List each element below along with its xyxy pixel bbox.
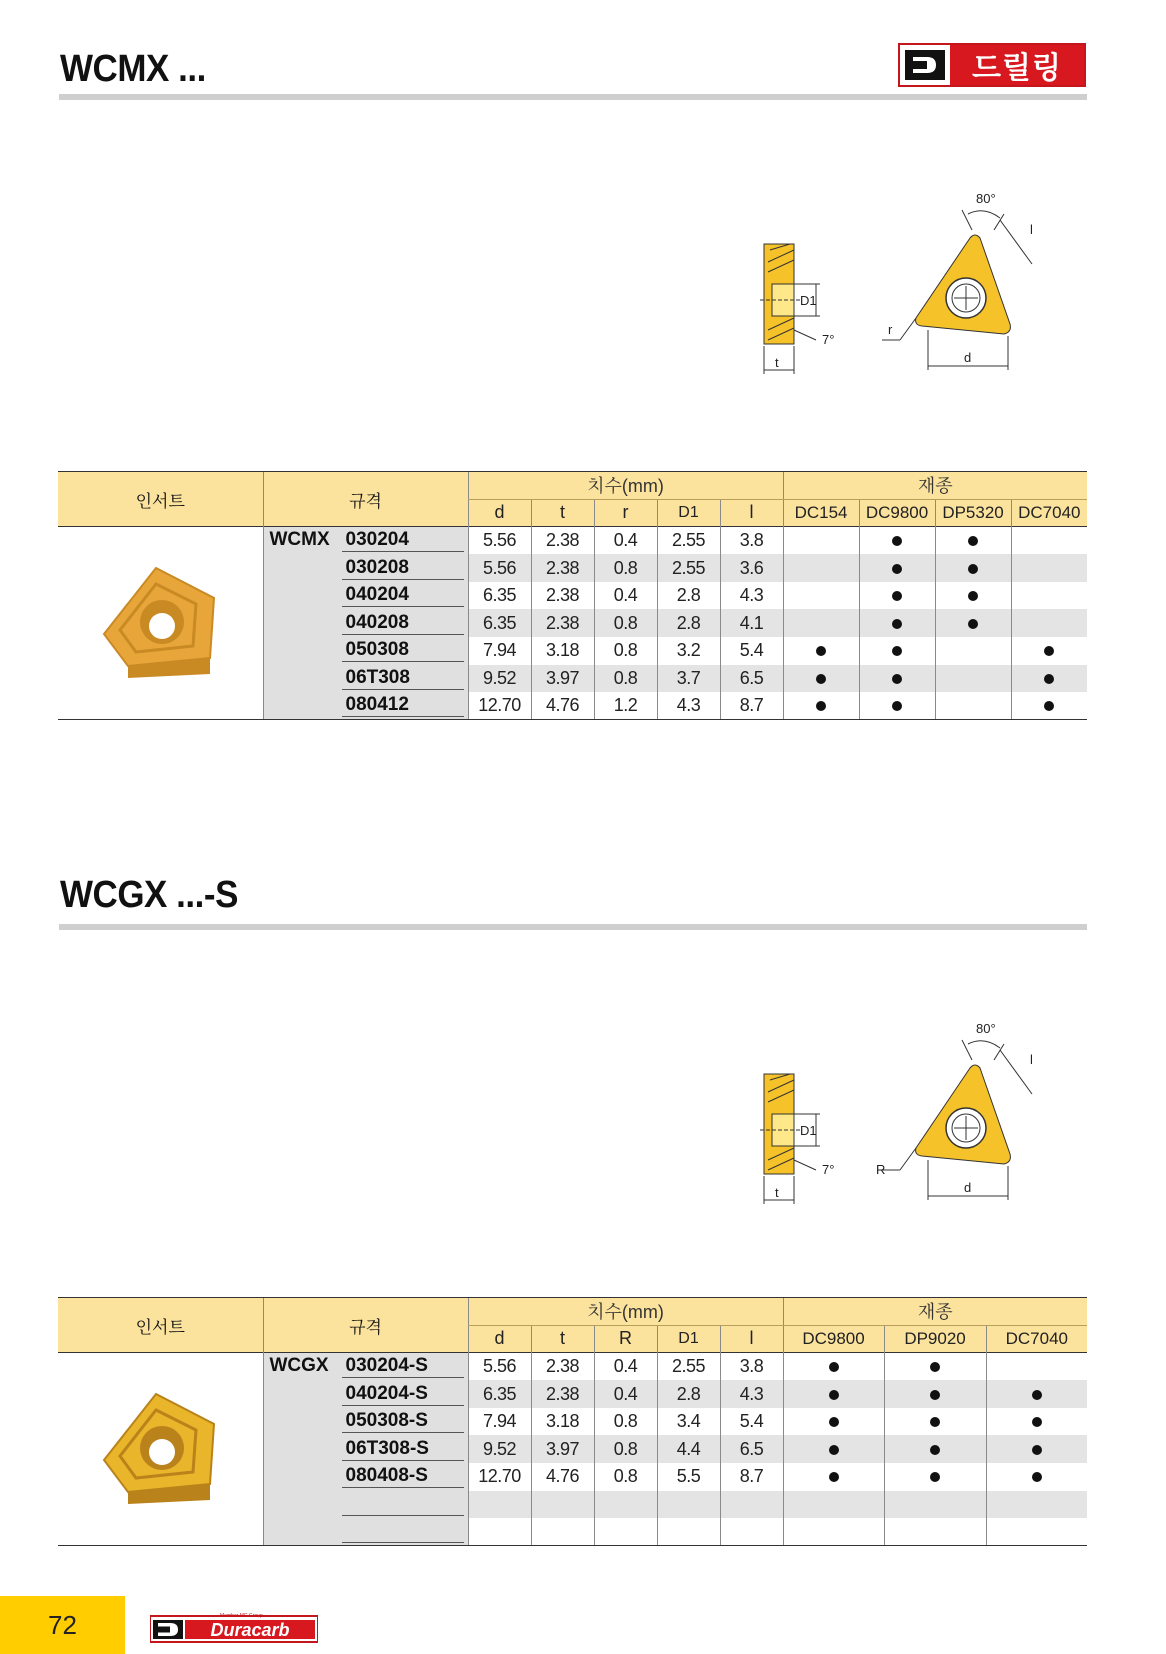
logo-text: Duracarb (210, 1620, 290, 1640)
dimension-value: 6.35 (482, 585, 517, 606)
grade-availability (859, 609, 935, 637)
availability-dot-icon (930, 1445, 940, 1455)
d-label: d (964, 350, 972, 365)
section-title-wcgx: WCGX ...-S (60, 874, 238, 916)
product-code: 030204 (342, 529, 464, 552)
availability-dot-icon (968, 619, 978, 629)
grade-availability (783, 582, 859, 610)
dimension-value: 0.4 (594, 582, 657, 610)
section-title-wcmx: WCMX ... (60, 48, 206, 90)
wcgx-technical-drawing (760, 1022, 1060, 1222)
duracarb-logo (150, 1612, 318, 1644)
availability-dot-icon (892, 674, 902, 684)
dimension-value: 2.8 (657, 609, 720, 637)
dim-col-r: R (594, 1325, 657, 1353)
dimension-value: 0.8 (594, 1408, 657, 1436)
t-label: t (775, 1185, 779, 1200)
grade-availability (884, 1353, 986, 1381)
grade-availability (986, 1463, 1087, 1491)
availability-dot-icon (892, 536, 902, 546)
dimension-value: 3.2 (657, 637, 720, 665)
dim-col-r: r (594, 499, 657, 527)
spec-code-cell (263, 1491, 468, 1519)
dimension-value: 2.8 (657, 582, 720, 610)
grade-col: DC7040 (1011, 499, 1087, 527)
l-label: l (1030, 222, 1033, 237)
grade-availability (1011, 554, 1087, 582)
spec-code-cell (263, 1463, 468, 1491)
grade-col: DP5320 (935, 499, 1011, 527)
dimension-value: 5.4 (720, 637, 783, 665)
grade-availability (1011, 665, 1087, 693)
grade-availability (986, 1380, 1087, 1408)
availability-dot-icon (829, 1390, 839, 1400)
spec-header: 규격 (263, 1298, 468, 1353)
grade-availability (783, 527, 859, 555)
availability-dot-icon (816, 646, 826, 656)
insert-header: 인서트 (58, 472, 263, 527)
availability-dot-icon (1032, 1472, 1042, 1482)
availability-dot-icon (829, 1472, 839, 1482)
dimension-value: 6.5 (720, 1435, 783, 1463)
dimension-value: 6.35 (468, 1380, 531, 1408)
insert-photo-icon (98, 1388, 222, 1506)
dimension-value: 3.6 (720, 554, 783, 582)
dimension-value (531, 1491, 594, 1519)
dimension-value: 5.56 (468, 554, 531, 582)
spec-code-cell (263, 665, 468, 693)
dimension-value: 6.35 (468, 609, 531, 637)
grade-col: DC9800 (859, 499, 935, 527)
availability-dot-icon (1032, 1445, 1042, 1455)
dimension-value: 0.8 (594, 554, 657, 582)
insert-photo-icon (98, 562, 222, 680)
dimension-value (594, 1491, 657, 1519)
dimension-value: 0.4 (594, 1380, 657, 1408)
grade-availability (783, 692, 859, 720)
dimension-value: 3.8 (720, 1353, 783, 1381)
dimension-value: 2.38 (531, 1353, 594, 1381)
dimension-value: 5.4 (720, 1408, 783, 1436)
product-code: 080408-S (342, 1465, 464, 1488)
angle-label: 80° (976, 1022, 996, 1036)
t-label: t (775, 355, 779, 370)
spec-code-cell (263, 1408, 468, 1436)
grade-availability (783, 1408, 884, 1436)
grade-availability (935, 582, 1011, 610)
grade-availability (783, 554, 859, 582)
grade-availability (859, 665, 935, 693)
grade-availability (986, 1408, 1087, 1436)
dim-col-t: t (531, 499, 594, 527)
spec-code-cell (263, 1518, 468, 1546)
grade-availability (935, 554, 1011, 582)
dimension-value: 8.7 (720, 692, 783, 720)
grade-header: 재종 (783, 472, 1087, 500)
logo-subtext: Member MC Group (220, 1613, 263, 1619)
radius-label: r (888, 322, 893, 337)
brand-label: 드릴링 (950, 45, 1084, 85)
product-code: 030204-S (342, 1355, 464, 1378)
dimension-value: 6.5 (720, 665, 783, 693)
availability-dot-icon (816, 701, 826, 711)
dimension-value: 0.8 (594, 609, 657, 637)
dimension-value: 0.4 (594, 527, 657, 555)
product-code: 040208 (342, 612, 464, 635)
availability-dot-icon (829, 1445, 839, 1455)
dimension-value: 9.52 (468, 665, 531, 693)
insert-image-cell (58, 1353, 263, 1546)
dim-col-d1: D1 (657, 499, 720, 527)
availability-dot-icon (968, 564, 978, 574)
grade-availability (884, 1463, 986, 1491)
wcmx-table-body (58, 527, 1087, 720)
dimension-header: 치수(mm) (468, 1298, 783, 1326)
grade-availability (935, 665, 1011, 693)
grade-col: DC7040 (986, 1325, 1087, 1353)
dimension-value (468, 1491, 531, 1519)
dimension-value: 12.70 (478, 1466, 521, 1487)
grade-col: DC9800 (783, 1325, 884, 1353)
availability-dot-icon (892, 564, 902, 574)
dimension-value: 3.18 (531, 1408, 594, 1436)
dimension-value: 2.55 (657, 554, 720, 582)
dimension-value (657, 1518, 720, 1546)
dimension-value: 2.38 (531, 527, 594, 555)
dimension-value: 0.4 (594, 1353, 657, 1381)
series-label: WCGX (269, 1355, 329, 1377)
d1-label: D1 (800, 1123, 817, 1138)
availability-dot-icon (892, 701, 902, 711)
availability-dot-icon (930, 1390, 940, 1400)
grade-availability (884, 1518, 986, 1546)
wcmx-spec-table (58, 471, 1087, 720)
availability-dot-icon (816, 674, 826, 684)
dimension-value (468, 1518, 531, 1546)
dimension-value: 7.94 (482, 640, 517, 661)
dim-col-d1: D1 (657, 1325, 720, 1353)
availability-dot-icon (1032, 1390, 1042, 1400)
spec-code-cell (263, 1380, 468, 1408)
radius-label: R (876, 1162, 886, 1177)
grade-availability (859, 637, 935, 665)
grade-availability (986, 1491, 1087, 1519)
dimension-value: 2.55 (657, 1353, 720, 1381)
grade-availability (935, 692, 1011, 720)
d-label: d (964, 1180, 972, 1195)
grade-availability (859, 554, 935, 582)
dim-col-l: l (720, 1325, 783, 1353)
table-row (58, 527, 1087, 555)
dimension-value: 0.8 (594, 637, 657, 665)
dimension-value: 2.8 (657, 1380, 720, 1408)
dim-col-t: t (531, 1325, 594, 1353)
availability-dot-icon (829, 1362, 839, 1372)
dimension-value: 2.38 (531, 554, 594, 582)
availability-dot-icon (968, 591, 978, 601)
dimension-value (531, 1518, 594, 1546)
grade-availability (986, 1435, 1087, 1463)
insert-image-cell (58, 527, 263, 720)
grade-availability (884, 1380, 986, 1408)
grade-availability (884, 1435, 986, 1463)
dimension-value: 12.70 (468, 692, 531, 720)
spec-code-cell (263, 692, 468, 720)
grade-availability (935, 637, 1011, 665)
title-rule (59, 924, 1087, 930)
grade-availability (1011, 609, 1087, 637)
availability-dot-icon (968, 536, 978, 546)
spec-code-cell (263, 1435, 468, 1463)
availability-dot-icon (1044, 646, 1054, 656)
spec-code-cell (263, 1353, 468, 1381)
grade-availability (935, 527, 1011, 555)
brand-d-icon (900, 45, 950, 85)
dimension-value: 8.7 (720, 1463, 783, 1491)
availability-dot-icon (892, 619, 902, 629)
spec-header: 규격 (263, 472, 468, 527)
dimension-value: 9.52 (468, 1435, 531, 1463)
dimension-value: 2.55 (657, 527, 720, 555)
product-code (342, 1493, 464, 1516)
brand-logo (898, 43, 1086, 87)
dimension-value: 7.94 (482, 1411, 517, 1432)
dimension-value: 5.56 (468, 1353, 531, 1381)
angle2-label: 7° (822, 332, 835, 347)
dimension-value (720, 1518, 783, 1546)
d1-label: D1 (800, 293, 817, 308)
dimension-value: 2.38 (531, 582, 594, 610)
spec-code-cell (263, 554, 468, 582)
dimension-value: 4.4 (657, 1435, 720, 1463)
grade-availability (783, 1353, 884, 1381)
product-code: 06T308 (342, 667, 464, 690)
dimension-value (594, 1518, 657, 1546)
dimension-value: 5.56 (468, 527, 531, 555)
dimension-value: 3.4 (657, 1408, 720, 1436)
grade-availability (859, 582, 935, 610)
dimension-value: 4.76 (531, 1463, 594, 1491)
dimension-value: 3.97 (531, 665, 594, 693)
grade-availability (859, 527, 935, 555)
grade-availability (986, 1518, 1087, 1546)
grade-availability (783, 1435, 884, 1463)
product-code: 050308 (342, 639, 464, 662)
dim-col-d: d (468, 1325, 531, 1353)
dimension-header: 치수(mm) (468, 472, 783, 500)
grade-availability (783, 1518, 884, 1546)
dimension-value (657, 1491, 720, 1519)
l-label: l (1030, 1052, 1033, 1067)
dimension-value: 4.3 (720, 582, 783, 610)
title-rule (59, 94, 1087, 100)
grade-availability (1011, 582, 1087, 610)
insert-header: 인서트 (58, 1298, 263, 1353)
availability-dot-icon (892, 646, 902, 656)
availability-dot-icon (930, 1417, 940, 1427)
grade-availability (783, 1491, 884, 1519)
dimension-value: 3.8 (720, 527, 783, 555)
dimension-value: 2.38 (531, 1380, 594, 1408)
grade-availability (783, 609, 859, 637)
dimension-value: 4.3 (657, 692, 720, 720)
dim-col-l: l (720, 499, 783, 527)
grade-availability (884, 1408, 986, 1436)
dimension-value: 0.8 (594, 1435, 657, 1463)
spec-code-cell (263, 637, 468, 665)
wcmx-technical-drawing (760, 190, 1060, 390)
dimension-value: 0.8 (594, 665, 657, 693)
dimension-value: 3.97 (531, 1435, 594, 1463)
dimension-value: 2.38 (531, 609, 594, 637)
product-code: 080412 (342, 694, 464, 717)
dimension-value: 4.76 (531, 692, 594, 720)
wcgx-table-body (58, 1353, 1087, 1546)
grade-availability (783, 1380, 884, 1408)
dimension-value: 0.8 (594, 1463, 657, 1491)
product-code: 030208 (342, 557, 464, 580)
product-code: 040204-S (342, 1383, 464, 1406)
grade-col: DC154 (783, 499, 859, 527)
grade-availability (783, 665, 859, 693)
angle-label: 80° (976, 191, 996, 206)
angle2-label: 7° (822, 1162, 835, 1177)
grade-availability (1011, 637, 1087, 665)
spec-code-cell (263, 609, 468, 637)
availability-dot-icon (829, 1417, 839, 1427)
dimension-value (720, 1491, 783, 1519)
spec-code-cell (263, 582, 468, 610)
spec-code-cell (263, 527, 468, 555)
grade-availability (1011, 692, 1087, 720)
grade-availability (859, 692, 935, 720)
dimension-value: 1.2 (594, 692, 657, 720)
availability-dot-icon (930, 1472, 940, 1482)
grade-col: DP9020 (884, 1325, 986, 1353)
grade-availability (1011, 527, 1087, 555)
dimension-value: 4.3 (720, 1380, 783, 1408)
product-code: 050308-S (342, 1410, 464, 1433)
grade-availability (783, 1463, 884, 1491)
availability-dot-icon (1044, 674, 1054, 684)
table-row (58, 1353, 1087, 1381)
dimension-value: 4.1 (720, 609, 783, 637)
availability-dot-icon (1044, 701, 1054, 711)
product-code: 06T308-S (342, 1438, 464, 1461)
dimension-value: 3.18 (531, 637, 594, 665)
wcgx-spec-table (58, 1297, 1087, 1546)
grade-availability (783, 637, 859, 665)
grade-availability (884, 1491, 986, 1519)
grade-availability (935, 609, 1011, 637)
availability-dot-icon (1032, 1417, 1042, 1427)
series-label: WCMX (269, 529, 330, 551)
dimension-value: 5.5 (657, 1463, 720, 1491)
availability-dot-icon (892, 591, 902, 601)
grade-availability (986, 1353, 1087, 1381)
grade-header: 재종 (783, 1298, 1087, 1326)
product-code (342, 1520, 464, 1543)
page-number: 72 (0, 1596, 125, 1654)
availability-dot-icon (930, 1362, 940, 1372)
dimension-value: 3.7 (657, 665, 720, 693)
product-code: 040204 (342, 584, 464, 607)
dim-col-d: d (468, 499, 531, 527)
